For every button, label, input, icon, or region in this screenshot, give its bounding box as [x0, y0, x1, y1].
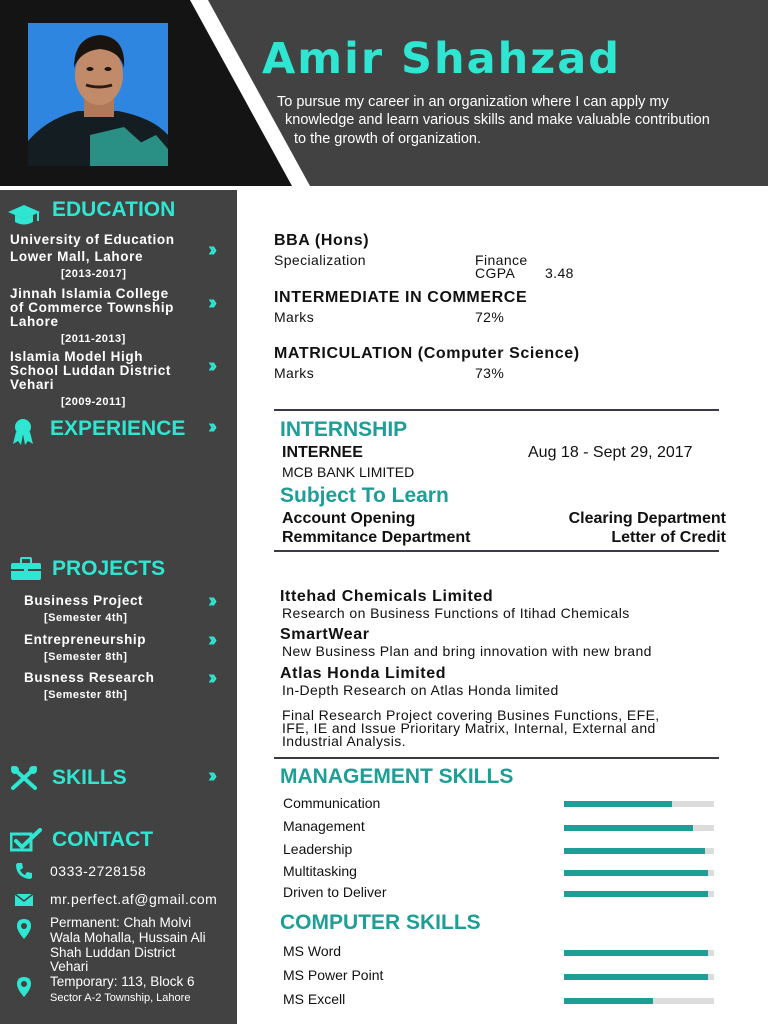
edu-years: [2013-2017]	[61, 268, 127, 280]
objective-line: knowledge and learn various skills and make valuable contribution	[285, 112, 710, 128]
skill-bar	[564, 891, 714, 897]
contact-permanent-address-line: Permanent: Chah Molvi	[50, 915, 192, 930]
project-description: In-Depth Research on Atlas Honda limited	[282, 682, 559, 698]
award-ribbon-icon	[10, 418, 36, 446]
project-semester: [Semester 8th]	[44, 689, 128, 701]
skill-bar-fill	[564, 974, 708, 980]
section-heading-projects: PROJECTS	[52, 557, 166, 580]
internship-dates: Aug 18 - Sept 29, 2017	[528, 444, 693, 461]
degree-label: Marks	[274, 309, 315, 325]
chevron-double-right-icon: ››	[208, 239, 214, 261]
section-divider	[274, 550, 719, 552]
chevron-double-right-icon: ››	[208, 355, 214, 377]
skill-name: MS Excell	[283, 991, 346, 1007]
edu-institute-line: School Luddan District	[10, 363, 171, 378]
subject-item: Account Opening	[282, 510, 416, 527]
internship-heading: INTERNSHIP	[280, 418, 408, 441]
subject-item: Clearing Department	[568, 510, 726, 527]
project-semester: [Semester 4th]	[44, 612, 128, 624]
skill-bar	[564, 950, 714, 956]
internship-company: MCB BANK LIMITED	[282, 464, 415, 480]
project-semester: [Semester 8th]	[44, 651, 128, 663]
skill-bar	[564, 974, 714, 980]
degree-title: BBA (Hons)	[274, 232, 370, 249]
project-title: Busness Research	[24, 670, 155, 685]
subject-item: Remmitance Department	[282, 529, 471, 546]
edu-years: [2011-2013]	[61, 333, 126, 345]
subject-heading: Subject To Learn	[280, 484, 449, 507]
section-heading-experience: EXPERIENCE	[50, 417, 186, 440]
email-icon	[14, 892, 34, 908]
skill-name: Driven to Deliver	[283, 884, 387, 900]
skill-bar-fill	[564, 825, 693, 831]
section-heading-education: EDUCATION	[52, 198, 176, 221]
edu-institute-line: University of Education	[10, 232, 175, 247]
section-heading-skills: SKILLS	[52, 766, 127, 789]
degree-label: Marks	[274, 365, 315, 381]
degree-value: Finance	[475, 252, 528, 268]
degree-title: INTERMEDIATE IN COMMERCE	[274, 289, 528, 306]
skill-name: Communication	[283, 795, 381, 811]
skill-bar	[564, 825, 714, 831]
management-skills-heading: MANAGEMENT SKILLS	[280, 765, 514, 788]
contact-temporary-address-line: Temporary: 113, Block 6	[50, 974, 195, 989]
degree-cgpa-label: CGPA	[475, 265, 516, 281]
graduation-cap-icon	[7, 203, 41, 227]
section-divider	[274, 409, 719, 411]
edu-institute-line: Lower Mall, Lahore	[10, 249, 144, 264]
objective-line: To pursue my career in an organization where I can apply my	[277, 94, 669, 110]
chevron-double-right-icon: ››	[208, 416, 214, 438]
edu-years: [2009-2011]	[61, 396, 126, 408]
chevron-double-right-icon: ››	[208, 667, 214, 689]
final-research-line: Industrial Analysis.	[282, 733, 406, 749]
contact-permanent-address-line: Wala Mohalla, Hussain Ali	[50, 930, 206, 945]
chevron-double-right-icon: ››	[208, 590, 214, 612]
project-company: Ittehad Chemicals Limited	[280, 588, 494, 605]
edu-institute-line: of Commerce Township	[10, 300, 175, 315]
tools-icon	[10, 765, 38, 791]
degree-value: 72%	[475, 309, 505, 325]
degree-label: Specialization	[274, 252, 366, 268]
chevron-double-right-icon: ››	[208, 629, 214, 651]
skill-name: MS Power Point	[283, 967, 384, 983]
final-research-line: IFE, IE and Issue Prioritary Matrix, Internal, External and	[282, 720, 656, 736]
contact-checkbox-icon	[10, 828, 42, 852]
contact-permanent-address-line: Vehari	[50, 959, 89, 974]
phone-icon	[14, 861, 34, 881]
skill-bar-fill	[564, 870, 708, 876]
skill-bar-fill	[564, 801, 672, 807]
section-divider	[274, 757, 719, 759]
edu-institute-line: Jinnah Islamia College	[10, 286, 169, 301]
internship-role: INTERNEE	[282, 444, 363, 461]
profile-photo	[28, 23, 168, 166]
chevron-double-right-icon: ››	[208, 292, 214, 314]
location-pin-icon	[16, 976, 32, 998]
skill-name: MS Word	[283, 943, 342, 959]
project-company: Atlas Honda Limited	[280, 665, 447, 682]
contact-permanent-address-line: Shah Luddan District	[50, 945, 176, 960]
project-description: Research on Business Functions of Itihad Chemicals	[282, 605, 630, 621]
subject-item: Letter of Credit	[611, 529, 726, 546]
edu-institute-line: Lahore	[10, 314, 59, 329]
degree-value: 73%	[475, 365, 505, 381]
skill-bar	[564, 870, 714, 876]
skill-bar-fill	[564, 950, 708, 956]
chevron-double-right-icon: ››	[208, 765, 214, 787]
computer-skills-heading: COMPUTER SKILLS	[280, 911, 481, 934]
skill-bar	[564, 998, 714, 1004]
briefcase-icon	[10, 557, 42, 581]
project-company: SmartWear	[280, 626, 370, 643]
skill-bar-fill	[564, 848, 705, 854]
skill-name: Multitasking	[283, 863, 357, 879]
contact-email: mr.perfect.af@gmail.com	[50, 891, 218, 907]
candidate-name: Amir Shahzad	[262, 34, 622, 84]
project-title: Business Project	[24, 593, 144, 608]
section-heading-contact: CONTACT	[52, 828, 154, 851]
contact-phone: 0333-2728158	[50, 863, 147, 879]
skill-bar	[564, 801, 714, 807]
skill-bar-fill	[564, 998, 653, 1004]
skill-bar-fill	[564, 891, 708, 897]
degree-title: MATRICULATION (Computer Science)	[274, 345, 580, 362]
objective-line: to the growth of organization.	[294, 131, 482, 147]
skill-bar	[564, 848, 714, 854]
final-research-line: Final Research Project covering Busines Functions, EFE,	[282, 707, 660, 723]
edu-institute-line: Vehari	[10, 377, 55, 392]
project-description: New Business Plan and bring innovation with new brand	[282, 643, 652, 659]
skill-name: Leadership	[283, 841, 353, 857]
project-title: Entrepreneurship	[24, 632, 147, 647]
location-pin-icon	[16, 918, 32, 940]
skill-name: Management	[283, 818, 365, 834]
degree-cgpa-value: 3.48	[545, 265, 574, 281]
edu-institute-line: Islamia Model High	[10, 349, 144, 364]
contact-temporary-address-line: Sector A-2 Township, Lahore	[50, 992, 191, 1004]
